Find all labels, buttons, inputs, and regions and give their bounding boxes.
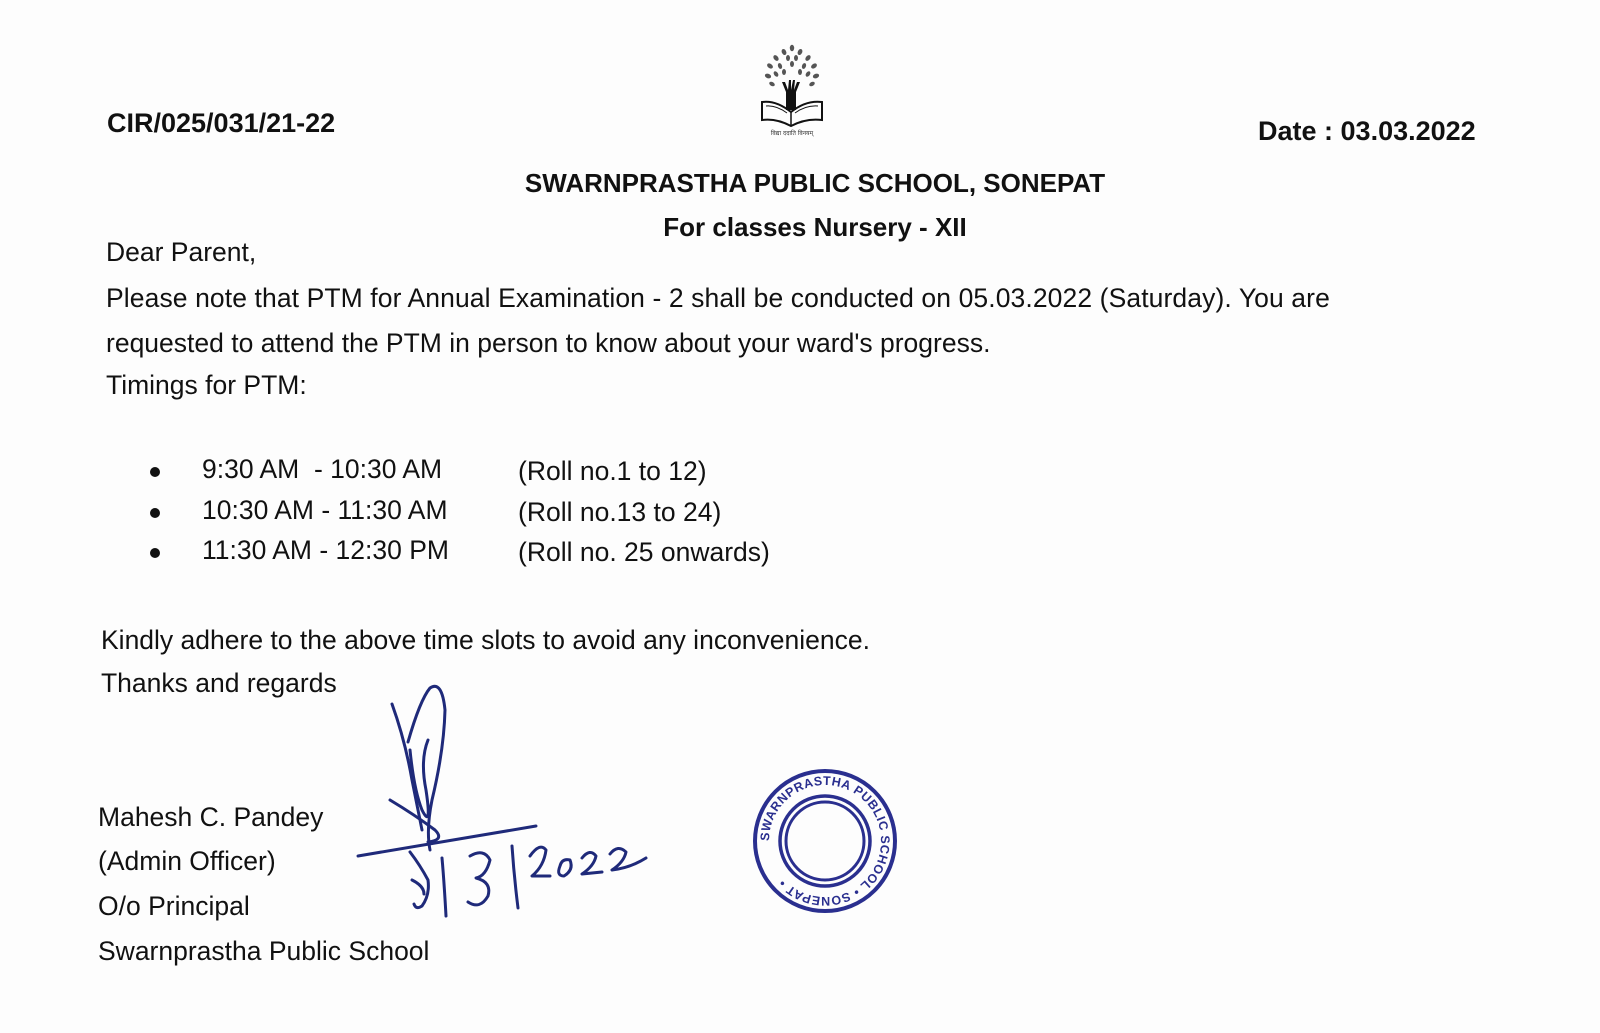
signatory-name: Mahesh C. Pandey <box>98 802 324 832</box>
signatory-school: Swarnprastha Public School <box>98 936 430 966</box>
closing-regards: Thanks and regards <box>101 668 337 698</box>
slot-time: 11:30 AM - 12:30 PM <box>202 535 449 565</box>
school-seal-stamp-icon <box>752 768 898 914</box>
adhere-note: Kindly adhere to the above time slots to avoid any inconvenience. <box>101 625 870 655</box>
classes-subheading: For classes Nursery - XII <box>663 212 967 242</box>
school-tree-book-logo-icon <box>756 40 828 138</box>
svg-text:SWARNPRASTHA PUBLIC SCHOOL • S <box>758 774 892 908</box>
slot-time: 9:30 AM - 10:30 AM <box>202 454 443 484</box>
timings-heading: Timings for PTM: <box>106 370 307 400</box>
bullet-icon <box>150 508 160 518</box>
date-value: 03.03.2022 <box>1340 116 1476 146</box>
logo-motto: विद्या ददाति विनयम् <box>770 130 814 137</box>
circular-date <box>1258 116 1476 147</box>
slot-roll-range: (Roll no.1 to 12) <box>518 456 707 486</box>
circular-number: CIR/025/031/21-22 <box>107 108 336 138</box>
slot-roll-range: (Roll no.13 to 24) <box>518 496 722 527</box>
slot-time: 10:30 AM - 11:30 AM <box>202 494 448 525</box>
signatory-role: (Admin Officer) <box>98 846 276 876</box>
bullet-icon <box>150 467 160 477</box>
slot-roll-range: (Roll no. 25 onwards) <box>518 537 770 567</box>
ptm-slot-list <box>150 454 850 582</box>
handwritten-signature-icon <box>350 680 660 920</box>
stamp-text: SWARNPRASTHA PUBLIC SCHOOL • SONEPAT • <box>757 773 893 909</box>
salutation: Dear Parent, <box>106 237 257 267</box>
school-name-heading: SWARNPRASTHA PUBLIC SCHOOL, SONEPAT <box>524 168 1106 198</box>
signatory-office: O/o Principal <box>98 891 250 921</box>
bullet-icon <box>150 548 160 558</box>
ptm-slot-item <box>150 535 850 582</box>
notice-line-2: requested to attend the PTM in person to know about your ward's progress. <box>106 328 991 358</box>
notice-line-1: Please note that PTM for Annual Examination - 2 shall be conducted on 05.03.2022 (Saturday). You are <box>106 283 1330 313</box>
date-label: Date : <box>1258 116 1334 146</box>
